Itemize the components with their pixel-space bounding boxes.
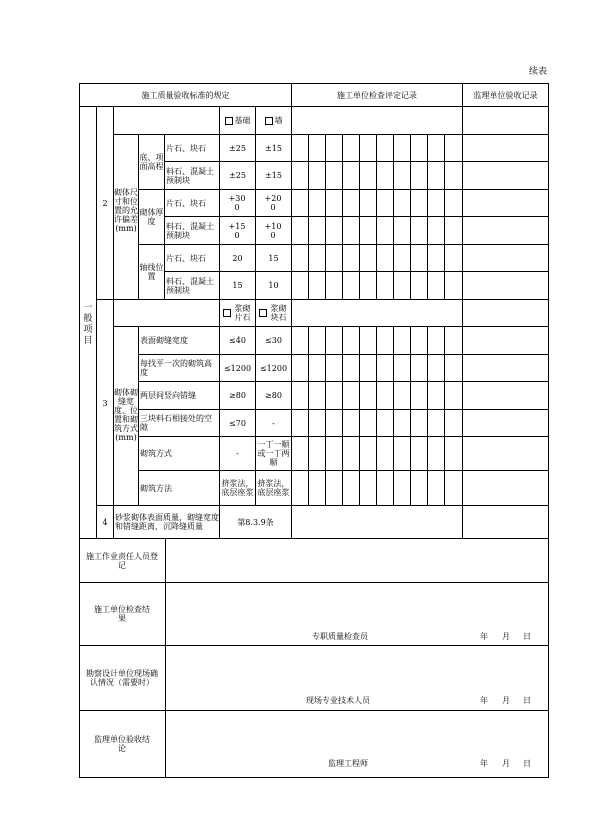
- item2-option-b: 墙: [256, 107, 291, 134]
- item2-row4-a: +15 0: [228, 221, 246, 240]
- item3-row5-label: 砌筑方式: [140, 449, 172, 458]
- checkbox-icon[interactable]: [259, 309, 267, 317]
- item2-row6-a: 15: [232, 281, 243, 290]
- check-date-month: 月: [502, 631, 510, 641]
- item2-row6-b: 10: [268, 281, 279, 290]
- item3-row4-label: 三块料石相接处的空隙: [140, 414, 212, 432]
- supervisor-date-month: 月: [502, 758, 510, 768]
- section-general-label: 一般项目: [83, 303, 93, 346]
- item3-row2-b: ≤1200: [259, 363, 288, 373]
- item4-label: 砂浆砌体表面质量，砌缝宽度和错缝距离，沉降缝质量: [115, 513, 219, 531]
- item3-row5-a: -: [236, 449, 239, 458]
- item3-row1-label: 表面砌缝宽度: [140, 336, 188, 345]
- item3-row3-label: 两层间竖向错缝: [140, 391, 196, 400]
- item3-number: 3: [102, 398, 108, 408]
- item2-row4-b: +10 0: [264, 221, 282, 240]
- design-confirm-label: 勘察设计单位现场确认情况（需要时）: [86, 669, 158, 687]
- item3-row3-a: ≥80: [229, 391, 246, 400]
- item2-row3-material: 片石、块石: [166, 198, 206, 208]
- supervisor-date-year: 年: [480, 758, 488, 768]
- item2-row2-material: 料石、混凝土预制块: [166, 166, 214, 185]
- item2-row2-b: ±15: [265, 171, 282, 180]
- header-construction-record: 施工单位检查评定记录: [337, 90, 417, 100]
- item2-row1-a: ±25: [229, 143, 246, 153]
- design-date-month: 月: [502, 695, 510, 705]
- item2-row3-b: +20 0: [264, 194, 282, 212]
- item2-row2-a: ±25: [229, 171, 246, 180]
- item2-row1-b: ±15: [265, 143, 282, 153]
- item2-group-elevation: 底、项面高程: [139, 153, 164, 171]
- item3-row6-b: 挤浆法，底层座浆: [257, 479, 290, 497]
- item3-row6-label: 砌筑方法: [140, 483, 172, 493]
- item2-group-axis: 轴线位置: [139, 263, 164, 281]
- item2-row3-a: +30 0: [228, 194, 246, 212]
- item3-title: 砌体砌缝宽度、位置和砌筑方式(mm): [114, 388, 138, 442]
- design-signer: 现场专业技术人员: [306, 695, 370, 705]
- checkbox-icon[interactable]: [223, 309, 231, 317]
- supervisor-conclusion-label: 监理单位验收结论: [94, 735, 150, 753]
- item3-row5-b: 一丁一顺或一丁两顺: [257, 440, 290, 467]
- supervisor-date-day: 日: [523, 758, 531, 768]
- item2-group-thickness: 砌体厚度: [139, 208, 164, 226]
- item2-row6-material: 料石、混凝土预制块: [166, 276, 214, 295]
- item3-row1-a: ≤40: [229, 336, 246, 345]
- item2-row5-material: 片石、块石: [166, 253, 206, 263]
- checkbox-icon[interactable]: [265, 117, 273, 125]
- item3-row4-b: -: [272, 418, 275, 428]
- item3-row4-a: ≤70: [229, 418, 246, 428]
- item3-row3-b: ≥80: [265, 391, 282, 400]
- item2-row1-material: 片石、块石: [166, 143, 206, 153]
- item2-row5-a: 20: [232, 253, 243, 263]
- construction-check-label: 施工单位检查结果: [94, 605, 150, 623]
- item4-value: 第8.3.9条: [237, 517, 274, 527]
- header-supervisor-record: 监理单位验收记录: [473, 90, 538, 100]
- item3-row2-label: 每找平一次的砌筑高度: [140, 359, 212, 377]
- item4-number: 4: [102, 517, 108, 527]
- item2-row5-b: 15: [268, 253, 279, 263]
- checkbox-icon[interactable]: [225, 117, 233, 125]
- item3-option-a: 浆砌片石: [220, 300, 255, 326]
- check-date-year: 年: [480, 631, 488, 641]
- item2-row4-material: 料石、混凝土预制块: [166, 221, 214, 240]
- item2-number: 2: [102, 198, 108, 208]
- design-date-day: 日: [523, 695, 531, 705]
- item2-title: 砌体尺寸和位置的允许偏差(mm): [114, 187, 138, 233]
- supervisor-signer: 监理工程师: [328, 758, 368, 768]
- item3-row2-a: ≤1200: [223, 363, 252, 373]
- check-date-day: 日: [523, 631, 531, 641]
- continued-label: 续表: [529, 67, 548, 77]
- design-date-year: 年: [480, 695, 488, 705]
- check-signer: 专职质量检查员: [312, 631, 368, 641]
- item3-option-b: 浆砌块石: [256, 300, 291, 326]
- worker-registration-label: 施工作业责任人员登记: [86, 551, 158, 570]
- item3-row6-a: 挤浆法，底层座浆: [221, 479, 254, 497]
- header-standard: 施工质量验收标准的规定: [141, 90, 230, 100]
- item2-option-a: 基础: [220, 107, 255, 134]
- item3-row1-b: ≤30: [265, 336, 282, 345]
